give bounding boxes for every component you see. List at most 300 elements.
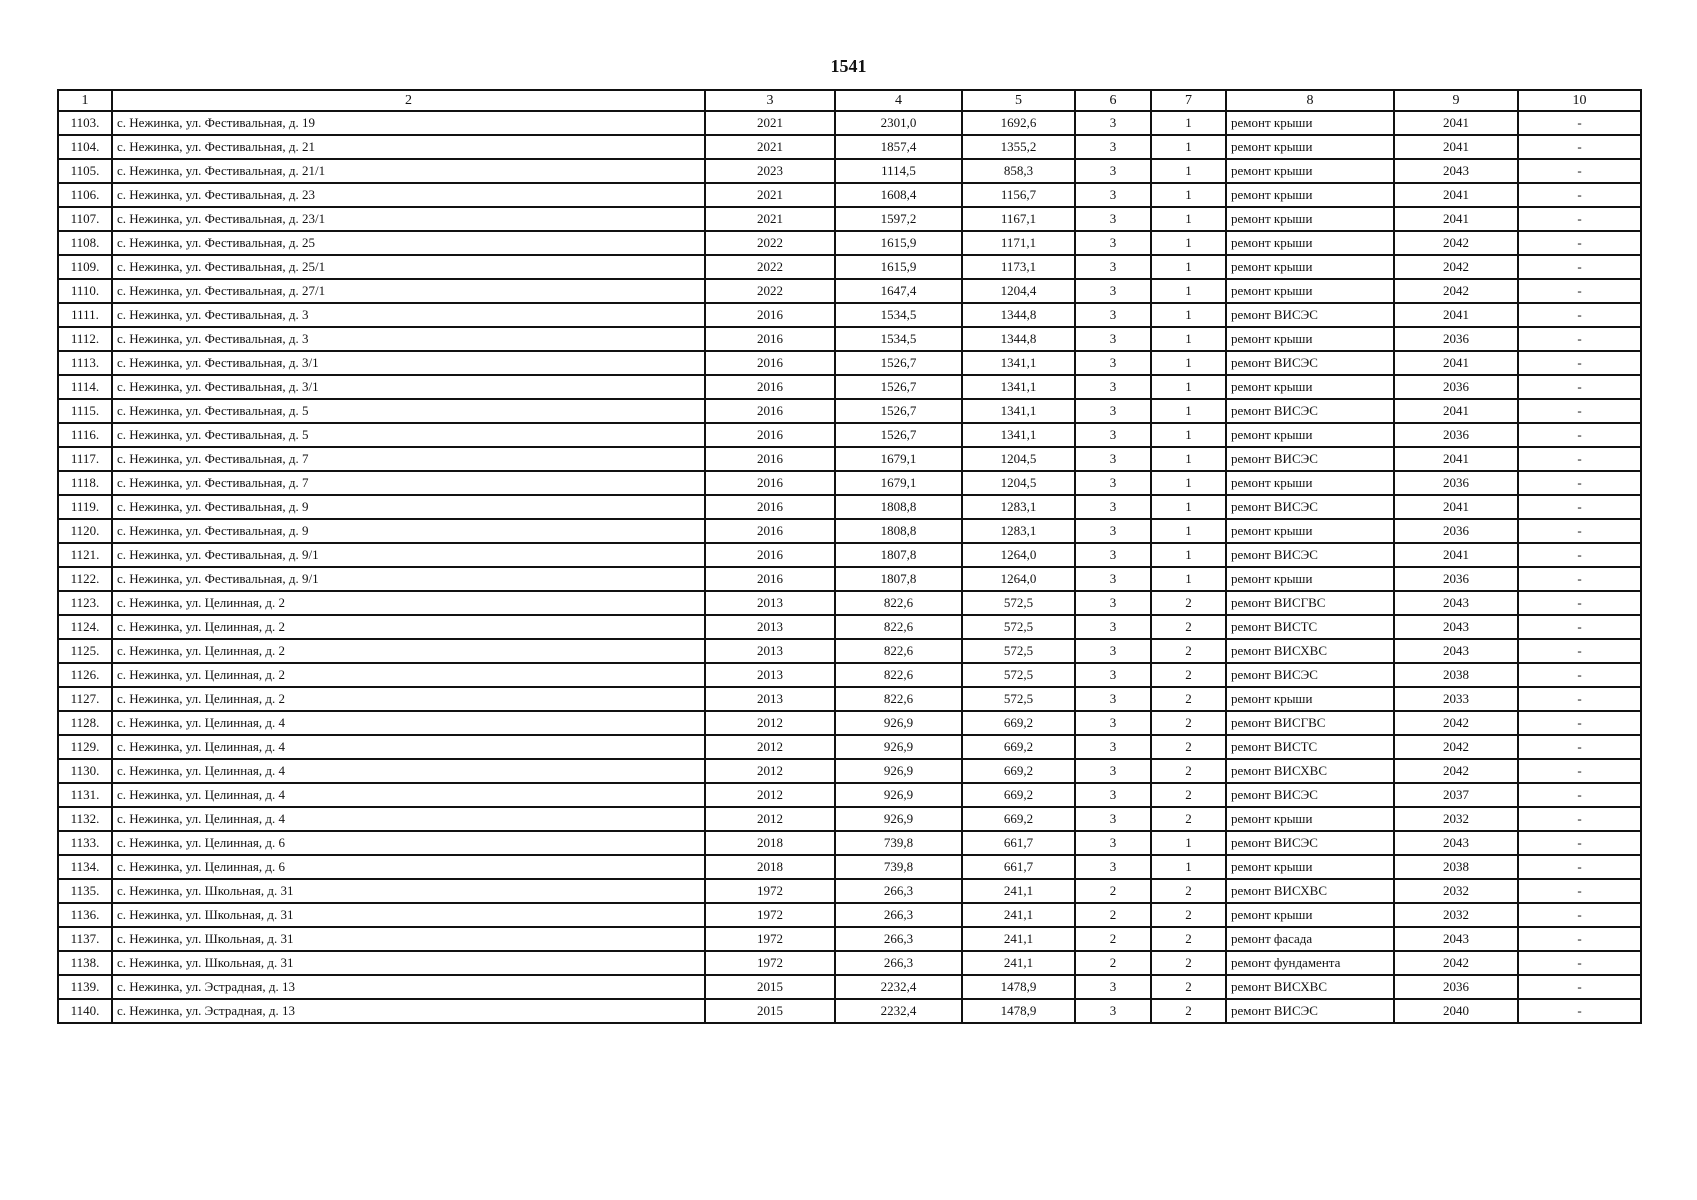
cell-year: 2022 (705, 231, 835, 255)
cell-living-area: 1341,1 (962, 375, 1075, 399)
cell-living-area: 1355,2 (962, 135, 1075, 159)
cell-row-number: 1131. (58, 783, 112, 807)
cell-entrances: 1 (1151, 567, 1226, 591)
cell-entrances: 1 (1151, 831, 1226, 855)
cell-entrances: 2 (1151, 951, 1226, 975)
cell-total-area: 926,9 (835, 735, 962, 759)
cell-year: 2013 (705, 591, 835, 615)
cell-row-number: 1116. (58, 423, 112, 447)
cell-address: с. Нежинка, ул. Школьная, д. 31 (112, 927, 705, 951)
cell-floors: 3 (1075, 831, 1151, 855)
cell-living-area: 241,1 (962, 951, 1075, 975)
cell-planned-year: 2036 (1394, 567, 1518, 591)
cell-note: - (1518, 327, 1641, 351)
cell-note: - (1518, 639, 1641, 663)
cell-planned-year: 2036 (1394, 519, 1518, 543)
cell-total-area: 266,3 (835, 951, 962, 975)
cell-year: 2021 (705, 183, 835, 207)
cell-entrances: 1 (1151, 543, 1226, 567)
cell-living-area: 1264,0 (962, 543, 1075, 567)
cell-floors: 3 (1075, 111, 1151, 135)
cell-floors: 3 (1075, 807, 1151, 831)
table-row (58, 351, 1641, 375)
cell-row-number: 1123. (58, 591, 112, 615)
cell-address: с. Нежинка, ул. Фестивальная, д. 5 (112, 399, 705, 423)
cell-entrances: 1 (1151, 207, 1226, 231)
column-header-3: 3 (705, 90, 835, 111)
cell-note: - (1518, 687, 1641, 711)
cell-work-type: ремонт крыши (1226, 183, 1394, 207)
cell-total-area: 1114,5 (835, 159, 962, 183)
cell-living-area: 572,5 (962, 615, 1075, 639)
cell-row-number: 1112. (58, 327, 112, 351)
cell-row-number: 1135. (58, 879, 112, 903)
cell-planned-year: 2043 (1394, 831, 1518, 855)
cell-total-area: 266,3 (835, 903, 962, 927)
cell-total-area: 739,8 (835, 855, 962, 879)
table-row (58, 903, 1641, 927)
cell-row-number: 1138. (58, 951, 112, 975)
cell-note: - (1518, 951, 1641, 975)
cell-planned-year: 2032 (1394, 807, 1518, 831)
table-row (58, 375, 1641, 399)
cell-address: с. Нежинка, ул. Эстрадная, д. 13 (112, 999, 705, 1023)
cell-planned-year: 2033 (1394, 687, 1518, 711)
cell-living-area: 669,2 (962, 783, 1075, 807)
cell-total-area: 1615,9 (835, 231, 962, 255)
cell-floors: 2 (1075, 951, 1151, 975)
cell-address: с. Нежинка, ул. Целинная, д. 2 (112, 663, 705, 687)
repair-schedule-table (57, 89, 1642, 1024)
cell-planned-year: 2038 (1394, 855, 1518, 879)
cell-floors: 3 (1075, 975, 1151, 999)
table-row (58, 231, 1641, 255)
cell-entrances: 1 (1151, 255, 1226, 279)
cell-note: - (1518, 423, 1641, 447)
cell-living-area: 241,1 (962, 927, 1075, 951)
cell-row-number: 1128. (58, 711, 112, 735)
table-row (58, 135, 1641, 159)
cell-floors: 3 (1075, 447, 1151, 471)
cell-note: - (1518, 783, 1641, 807)
cell-floors: 3 (1075, 759, 1151, 783)
cell-address: с. Нежинка, ул. Эстрадная, д. 13 (112, 975, 705, 999)
cell-total-area: 822,6 (835, 591, 962, 615)
cell-living-area: 1204,5 (962, 471, 1075, 495)
cell-floors: 3 (1075, 303, 1151, 327)
cell-address: с. Нежинка, ул. Фестивальная, д. 9/1 (112, 567, 705, 591)
cell-row-number: 1129. (58, 735, 112, 759)
cell-entrances: 2 (1151, 687, 1226, 711)
cell-planned-year: 2043 (1394, 615, 1518, 639)
cell-planned-year: 2041 (1394, 207, 1518, 231)
cell-entrances: 1 (1151, 447, 1226, 471)
cell-note: - (1518, 159, 1641, 183)
cell-note: - (1518, 927, 1641, 951)
cell-planned-year: 2041 (1394, 543, 1518, 567)
cell-work-type: ремонт ВИСТС (1226, 735, 1394, 759)
cell-floors: 3 (1075, 183, 1151, 207)
cell-address: с. Нежинка, ул. Фестивальная, д. 21 (112, 135, 705, 159)
cell-work-type: ремонт ВИСЭС (1226, 663, 1394, 687)
cell-entrances: 1 (1151, 375, 1226, 399)
cell-total-area: 1526,7 (835, 351, 962, 375)
table-row (58, 399, 1641, 423)
cell-entrances: 2 (1151, 999, 1226, 1023)
cell-year: 2012 (705, 783, 835, 807)
cell-year: 2016 (705, 375, 835, 399)
cell-floors: 3 (1075, 711, 1151, 735)
cell-year: 2015 (705, 999, 835, 1023)
cell-year: 2016 (705, 495, 835, 519)
table-row (58, 639, 1641, 663)
cell-row-number: 1117. (58, 447, 112, 471)
column-header-5: 5 (962, 90, 1075, 111)
table-row (58, 783, 1641, 807)
cell-address: с. Нежинка, ул. Целинная, д. 4 (112, 711, 705, 735)
cell-address: с. Нежинка, ул. Целинная, д. 2 (112, 687, 705, 711)
table-row (58, 855, 1641, 879)
table-row (58, 303, 1641, 327)
cell-year: 2016 (705, 567, 835, 591)
cell-row-number: 1133. (58, 831, 112, 855)
cell-planned-year: 2041 (1394, 183, 1518, 207)
column-header-8: 8 (1226, 90, 1394, 111)
cell-work-type: ремонт крыши (1226, 903, 1394, 927)
column-header-7: 7 (1151, 90, 1226, 111)
cell-total-area: 266,3 (835, 879, 962, 903)
cell-entrances: 2 (1151, 735, 1226, 759)
cell-note: - (1518, 471, 1641, 495)
cell-note: - (1518, 543, 1641, 567)
cell-floors: 3 (1075, 279, 1151, 303)
cell-note: - (1518, 759, 1641, 783)
cell-note: - (1518, 399, 1641, 423)
cell-entrances: 1 (1151, 351, 1226, 375)
cell-total-area: 1808,8 (835, 519, 962, 543)
cell-year: 2012 (705, 759, 835, 783)
table-row (58, 567, 1641, 591)
cell-total-area: 1526,7 (835, 399, 962, 423)
cell-entrances: 2 (1151, 879, 1226, 903)
cell-floors: 3 (1075, 999, 1151, 1023)
cell-living-area: 1478,9 (962, 999, 1075, 1023)
cell-total-area: 822,6 (835, 663, 962, 687)
cell-total-area: 1808,8 (835, 495, 962, 519)
cell-address: с. Нежинка, ул. Целинная, д. 4 (112, 735, 705, 759)
cell-address: с. Нежинка, ул. Фестивальная, д. 25 (112, 231, 705, 255)
cell-total-area: 1857,4 (835, 135, 962, 159)
cell-row-number: 1136. (58, 903, 112, 927)
cell-entrances: 1 (1151, 183, 1226, 207)
cell-work-type: ремонт крыши (1226, 519, 1394, 543)
cell-living-area: 669,2 (962, 735, 1075, 759)
cell-row-number: 1105. (58, 159, 112, 183)
cell-address: с. Нежинка, ул. Целинная, д. 6 (112, 831, 705, 855)
cell-work-type: ремонт крыши (1226, 279, 1394, 303)
cell-planned-year: 2036 (1394, 423, 1518, 447)
table-row (58, 999, 1641, 1023)
cell-work-type: ремонт ВИСТС (1226, 615, 1394, 639)
cell-living-area: 572,5 (962, 591, 1075, 615)
cell-work-type: ремонт ВИСЭС (1226, 495, 1394, 519)
table-row (58, 951, 1641, 975)
cell-floors: 3 (1075, 471, 1151, 495)
cell-planned-year: 2042 (1394, 735, 1518, 759)
cell-work-type: ремонт крыши (1226, 567, 1394, 591)
cell-note: - (1518, 231, 1641, 255)
cell-living-area: 1341,1 (962, 399, 1075, 423)
cell-note: - (1518, 879, 1641, 903)
cell-address: с. Нежинка, ул. Фестивальная, д. 3/1 (112, 351, 705, 375)
cell-year: 1972 (705, 903, 835, 927)
cell-address: с. Нежинка, ул. Целинная, д. 6 (112, 855, 705, 879)
cell-work-type: ремонт ВИСЭС (1226, 783, 1394, 807)
cell-planned-year: 2036 (1394, 975, 1518, 999)
cell-planned-year: 2041 (1394, 351, 1518, 375)
cell-total-area: 926,9 (835, 807, 962, 831)
cell-total-area: 822,6 (835, 615, 962, 639)
table-row (58, 663, 1641, 687)
cell-address: с. Нежинка, ул. Фестивальная, д. 25/1 (112, 255, 705, 279)
cell-living-area: 661,7 (962, 831, 1075, 855)
cell-note: - (1518, 807, 1641, 831)
cell-living-area: 858,3 (962, 159, 1075, 183)
cell-total-area: 1679,1 (835, 471, 962, 495)
cell-total-area: 266,3 (835, 927, 962, 951)
cell-note: - (1518, 903, 1641, 927)
cell-row-number: 1103. (58, 111, 112, 135)
cell-living-area: 1478,9 (962, 975, 1075, 999)
cell-planned-year: 2043 (1394, 159, 1518, 183)
cell-total-area: 1608,4 (835, 183, 962, 207)
cell-total-area: 2232,4 (835, 999, 962, 1023)
cell-work-type: ремонт крыши (1226, 111, 1394, 135)
cell-note: - (1518, 591, 1641, 615)
cell-planned-year: 2042 (1394, 279, 1518, 303)
cell-year: 2012 (705, 711, 835, 735)
table-row (58, 615, 1641, 639)
cell-note: - (1518, 831, 1641, 855)
cell-note: - (1518, 279, 1641, 303)
cell-note: - (1518, 519, 1641, 543)
cell-entrances: 2 (1151, 927, 1226, 951)
cell-total-area: 1615,9 (835, 255, 962, 279)
cell-note: - (1518, 999, 1641, 1023)
cell-entrances: 1 (1151, 279, 1226, 303)
cell-row-number: 1108. (58, 231, 112, 255)
cell-address: с. Нежинка, ул. Школьная, д. 31 (112, 879, 705, 903)
cell-note: - (1518, 303, 1641, 327)
cell-floors: 3 (1075, 639, 1151, 663)
cell-planned-year: 2042 (1394, 255, 1518, 279)
cell-year: 2021 (705, 207, 835, 231)
cell-total-area: 1526,7 (835, 375, 962, 399)
cell-year: 2018 (705, 855, 835, 879)
cell-total-area: 1807,8 (835, 567, 962, 591)
cell-living-area: 669,2 (962, 759, 1075, 783)
cell-row-number: 1110. (58, 279, 112, 303)
cell-year: 2016 (705, 351, 835, 375)
cell-address: с. Нежинка, ул. Фестивальная, д. 3/1 (112, 375, 705, 399)
cell-living-area: 1283,1 (962, 495, 1075, 519)
cell-planned-year: 2036 (1394, 375, 1518, 399)
cell-row-number: 1118. (58, 471, 112, 495)
cell-address: с. Нежинка, ул. Целинная, д. 4 (112, 783, 705, 807)
cell-year: 2022 (705, 255, 835, 279)
cell-row-number: 1137. (58, 927, 112, 951)
table-row (58, 975, 1641, 999)
cell-entrances: 1 (1151, 159, 1226, 183)
cell-floors: 3 (1075, 855, 1151, 879)
cell-row-number: 1126. (58, 663, 112, 687)
cell-address: с. Нежинка, ул. Фестивальная, д. 27/1 (112, 279, 705, 303)
cell-floors: 3 (1075, 591, 1151, 615)
cell-year: 2016 (705, 327, 835, 351)
cell-living-area: 1283,1 (962, 519, 1075, 543)
cell-total-area: 1807,8 (835, 543, 962, 567)
cell-note: - (1518, 663, 1641, 687)
cell-planned-year: 2042 (1394, 951, 1518, 975)
cell-total-area: 1647,4 (835, 279, 962, 303)
cell-note: - (1518, 495, 1641, 519)
page-number: 1541 (830, 56, 867, 76)
cell-address: с. Нежинка, ул. Целинная, д. 2 (112, 591, 705, 615)
cell-row-number: 1127. (58, 687, 112, 711)
table-row (58, 183, 1641, 207)
cell-row-number: 1122. (58, 567, 112, 591)
cell-total-area: 1526,7 (835, 423, 962, 447)
cell-year: 2018 (705, 831, 835, 855)
cell-total-area: 926,9 (835, 759, 962, 783)
cell-year: 1972 (705, 927, 835, 951)
cell-work-type: ремонт крыши (1226, 135, 1394, 159)
table-row (58, 207, 1641, 231)
cell-row-number: 1107. (58, 207, 112, 231)
table-row (58, 423, 1641, 447)
table-row (58, 759, 1641, 783)
cell-work-type: ремонт крыши (1226, 255, 1394, 279)
cell-entrances: 2 (1151, 759, 1226, 783)
cell-work-type: ремонт ВИСХВС (1226, 639, 1394, 663)
table-row (58, 591, 1641, 615)
cell-work-type: ремонт ВИСГВС (1226, 711, 1394, 735)
cell-year: 2021 (705, 135, 835, 159)
cell-living-area: 572,5 (962, 663, 1075, 687)
cell-work-type: ремонт крыши (1226, 231, 1394, 255)
cell-year: 2021 (705, 111, 835, 135)
cell-work-type: ремонт ВИСЭС (1226, 831, 1394, 855)
cell-floors: 3 (1075, 783, 1151, 807)
cell-row-number: 1109. (58, 255, 112, 279)
cell-living-area: 1204,5 (962, 447, 1075, 471)
cell-planned-year: 2042 (1394, 231, 1518, 255)
cell-address: с. Нежинка, ул. Целинная, д. 2 (112, 615, 705, 639)
cell-living-area: 1156,7 (962, 183, 1075, 207)
cell-planned-year: 2036 (1394, 327, 1518, 351)
cell-living-area: 669,2 (962, 711, 1075, 735)
cell-living-area: 1173,1 (962, 255, 1075, 279)
cell-planned-year: 2043 (1394, 591, 1518, 615)
table-row (58, 879, 1641, 903)
cell-year: 2023 (705, 159, 835, 183)
cell-year: 2012 (705, 807, 835, 831)
cell-row-number: 1115. (58, 399, 112, 423)
cell-entrances: 1 (1151, 471, 1226, 495)
cell-entrances: 1 (1151, 423, 1226, 447)
table-row (58, 519, 1641, 543)
cell-planned-year: 2037 (1394, 783, 1518, 807)
table-row (58, 711, 1641, 735)
cell-note: - (1518, 447, 1641, 471)
cell-floors: 3 (1075, 543, 1151, 567)
cell-floors: 3 (1075, 231, 1151, 255)
column-header-1: 1 (58, 90, 112, 111)
cell-total-area: 1534,5 (835, 327, 962, 351)
cell-planned-year: 2032 (1394, 903, 1518, 927)
cell-floors: 2 (1075, 903, 1151, 927)
cell-note: - (1518, 111, 1641, 135)
cell-work-type: ремонт ВИСХВС (1226, 975, 1394, 999)
cell-address: с. Нежинка, ул. Школьная, д. 31 (112, 903, 705, 927)
cell-note: - (1518, 567, 1641, 591)
cell-total-area: 2232,4 (835, 975, 962, 999)
cell-living-area: 572,5 (962, 687, 1075, 711)
cell-work-type: ремонт крыши (1226, 687, 1394, 711)
cell-floors: 3 (1075, 519, 1151, 543)
cell-floors: 2 (1075, 879, 1151, 903)
cell-year: 2012 (705, 735, 835, 759)
cell-note: - (1518, 375, 1641, 399)
cell-address: с. Нежинка, ул. Фестивальная, д. 23/1 (112, 207, 705, 231)
cell-year: 2016 (705, 399, 835, 423)
table-body (58, 111, 1641, 1023)
cell-address: с. Нежинка, ул. Фестивальная, д. 7 (112, 447, 705, 471)
column-header-2: 2 (112, 90, 705, 111)
cell-floors: 3 (1075, 399, 1151, 423)
cell-floors: 3 (1075, 735, 1151, 759)
cell-work-type: ремонт крыши (1226, 207, 1394, 231)
table-row (58, 831, 1641, 855)
cell-year: 2016 (705, 303, 835, 327)
cell-note: - (1518, 135, 1641, 159)
cell-total-area: 926,9 (835, 711, 962, 735)
cell-row-number: 1125. (58, 639, 112, 663)
column-header-4: 4 (835, 90, 962, 111)
cell-entrances: 1 (1151, 519, 1226, 543)
table-row (58, 279, 1641, 303)
cell-total-area: 739,8 (835, 831, 962, 855)
cell-entrances: 2 (1151, 615, 1226, 639)
cell-entrances: 2 (1151, 807, 1226, 831)
cell-row-number: 1120. (58, 519, 112, 543)
cell-row-number: 1113. (58, 351, 112, 375)
cell-address: с. Нежинка, ул. Школьная, д. 31 (112, 951, 705, 975)
cell-floors: 3 (1075, 351, 1151, 375)
cell-year: 1972 (705, 951, 835, 975)
cell-work-type: ремонт фундамента (1226, 951, 1394, 975)
cell-floors: 3 (1075, 375, 1151, 399)
cell-total-area: 1534,5 (835, 303, 962, 327)
cell-address: с. Нежинка, ул. Фестивальная, д. 19 (112, 111, 705, 135)
cell-year: 2016 (705, 423, 835, 447)
cell-row-number: 1119. (58, 495, 112, 519)
cell-note: - (1518, 975, 1641, 999)
cell-total-area: 926,9 (835, 783, 962, 807)
cell-work-type: ремонт фасада (1226, 927, 1394, 951)
cell-year: 2013 (705, 639, 835, 663)
cell-living-area: 1692,6 (962, 111, 1075, 135)
